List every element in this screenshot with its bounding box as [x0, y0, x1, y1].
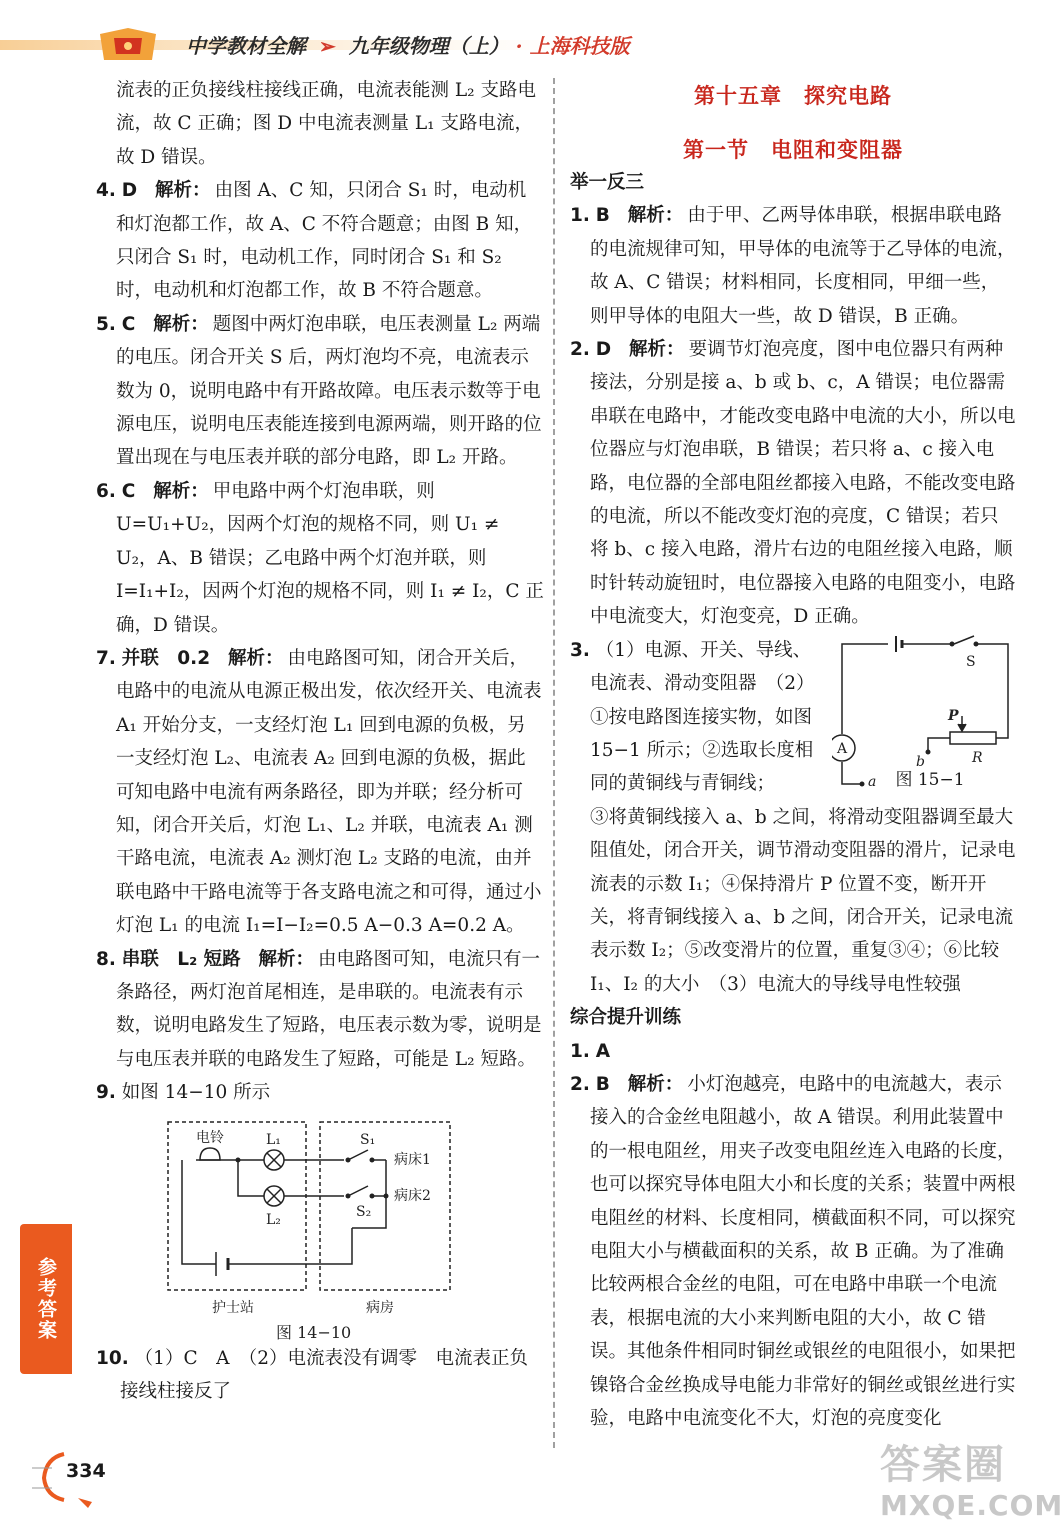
answer-num: 2. [570, 1073, 590, 1095]
answer-num: 9. [96, 1082, 116, 1104]
running-header [186, 30, 630, 59]
right-column [570, 74, 1016, 1435]
answer-10 [96, 1342, 544, 1409]
answer-num: 10. [96, 1347, 129, 1369]
ward-label: 病房 [366, 1299, 394, 1316]
answer-z1 [570, 1035, 1016, 1068]
analysis-label: 解析： [627, 1073, 684, 1095]
bed2-label: 病床2 [394, 1187, 431, 1204]
analysis-label: 解析： [627, 205, 684, 227]
answer-num: 1. [570, 1040, 590, 1062]
answer-key: A [595, 1040, 611, 1062]
continued-answer: 流表的正负接线柱接线正确，电流表能测 L₂ 支路电流，故 C 正确；图 D 中电流表测量 L₁ 支路电流，故 D 错误。 [116, 80, 536, 168]
left-column [96, 74, 544, 1408]
answer-num: 4. [96, 180, 116, 202]
heading-practice: 举一反三 [570, 172, 645, 193]
answer-num: 5. [96, 313, 116, 335]
answer-key: 串联 L₂ 短路 [121, 948, 241, 970]
answer-num: 7. [96, 647, 116, 669]
terminal-a-label: a [868, 773, 877, 790]
analysis-label: 解析： [153, 480, 209, 502]
terminal-b-label: b [916, 753, 925, 770]
bed1-label: 病床1 [394, 1151, 431, 1168]
answer-r3-part-a [570, 634, 822, 801]
answer-num: 2. [570, 339, 590, 361]
lamp-l2-label: L₂ [266, 1211, 281, 1228]
answer-7 [96, 642, 544, 943]
ammeter-label: A [837, 740, 848, 757]
answer-text: （1）C A （2）电流表没有调零 电流表正负接线柱接反了 [120, 1347, 528, 1402]
answer-key: 并联 0.2 [121, 647, 211, 669]
analysis-label: 解析： [153, 313, 209, 335]
answer-key: B [595, 205, 610, 227]
rheostat-r-label: R [972, 749, 983, 766]
watermark [880, 1440, 1063, 1530]
switch-s1-icon [348, 1150, 368, 1160]
answer-r2 [570, 333, 1016, 634]
switch-s-label: S [966, 653, 976, 670]
answer-text: 要调节灯泡亮度，图中电位器只有两种接法，分别是接 a、b 或 b、c，A 错误；电位器需串联在电路中，才能改变电路中电流的大小，所以电位器应与灯泡串联，B 错误；若只将 a、c 接入电路，电位器的全部电阻丝都接入电路，不能改变电路的电流，所以不能改变灯泡的亮度，C 错误；若只将 b、c 接入电路，滑片右边的电阻丝接入电路，顺时针转动旋钮时，电位器接入电路的电阻变小，电路中电流变大，灯泡变亮，D 正确。 [590, 339, 1016, 628]
answer-text: 甲电路中两个灯泡串联，则 U=U₁+U₂，因两个灯泡的规格不同，则 U₁ ≠ U₂，A、B 错误；乙电路中两个灯泡并联，则 I=I₁+I₂，因两个灯泡的规格不同，则 I₁ ≠ I₂，C 正确，D 错误。 [116, 480, 544, 636]
answer-r1 [570, 199, 1016, 333]
answer-key: C [121, 480, 136, 502]
rheostat-icon [950, 732, 996, 744]
figure-caption: 图 14−10 [276, 1322, 352, 1342]
heading-training: 综合提升训练 [570, 1007, 682, 1029]
answer-r3-part-b: ③将黄铜线接入 a、b 之间，将滑动变阻器调至最大阻值处，闭合开关，调节滑动变阻器的滑片，记录电流表的示数 I₁；④保持滑片 P 位置不变，断开开关，将青铜线接入 a、b 之间，闭合开关，记录电流表示数 I₂；⑤改变滑片的位置，重复③④；⑥比较 I₁、I₂ 的大小 （3）电流大的导线导电性较强 [590, 806, 1016, 995]
answer-6 [96, 475, 544, 642]
analysis-label: 解析： [155, 180, 211, 202]
answer-5 [96, 308, 544, 475]
answer-4 [96, 174, 544, 308]
answer-key: D [595, 339, 612, 361]
answer-key: D [121, 180, 138, 202]
page-number: 334 [66, 1460, 106, 1482]
answer-text: 题图中两灯泡串联，电压表测量 L₂ 两端的电压。闭合开关 S 后，两灯泡均不亮，电流表示数为 0，说明电路中有开路故障。电压表示数等于电源电压，说明电压表能连接到电源两端，则开路的位置出现在与电压表并联的部分电路，即 L₂ 开路。 [116, 313, 542, 469]
analysis-label: 解析： [629, 339, 685, 361]
answer-text: 小灯泡越亮，电路中的电流越大，表示接入的合金丝电阻越小，故 A 错误。利用此装置中的一根电阻丝，用夹子改变电阻丝连入电路的长度，也可以探究导体电阻大小和长度的关系；装置中两根电阻丝的材料、长度相同，横截面积不同，可以探究电阻大小与横截面积的关系，故 B 正确。为了准确比较两根合金丝的电阻，可在电路中串联一个电流表，根据电流的大小来判断电阻的大小，故 C 错误。其他条件相同时铜丝或银丝的电阻很小，如果把镍铬合金丝换成导电能力非常好的铜丝或银丝进行实验，电路中电流变化不大，灯泡的亮度变化 [590, 1073, 1016, 1430]
answer-text: 由电路图可知，闭合开关后，电路中的电流从电源正极出发，依次经开关、电流表 A₁ 开始分支，一支经灯泡 L₁ 回到电源的负极，另一支经灯泡 L₂、电流表 A₂ 回到电源的负极，据此可知电路中电流有两条路径，即为并联；经分析可知，闭合开关后，灯泡 L₁、L₂ 并联，电流表 A₁ 测干路电流，电流表 A₂ 测灯泡 L₂ 支路的电流，由并联电路中干路电流等于各支路电流之和可得，通过小灯泡 L₁ 的电流 I₁=I−I₂=0.5 A−0.3 A=0.2 A。 [116, 647, 542, 937]
answer-key: C [121, 313, 136, 335]
arrow-icon: ➢ [318, 34, 336, 58]
book-logo-icon [100, 28, 156, 60]
chapter-title: 第十五章 探究电路 [694, 84, 892, 108]
watermark-bottom: MXQE.COM [880, 1489, 1063, 1522]
edition-label: · 上海科技版 [515, 34, 630, 58]
switch-s1-label: S₁ [360, 1131, 376, 1148]
figure-14-10 [96, 1112, 544, 1342]
answer-num: 1. [570, 205, 590, 227]
switch-s2-label: S₂ [356, 1203, 372, 1220]
nurse-station-box [168, 1122, 306, 1290]
subject-label: 九年级物理（上） [348, 34, 509, 58]
answer-text: 由电路图可知，电流只有一条路径，两灯泡首尾相连，是串联的。电流表有示数，说明电路发生了短路，电压表示数为零，说明是与电压表并联的电路发生了短路，可能是 L₂ 短路。 [116, 948, 542, 1070]
column-divider [553, 78, 555, 1448]
answer-num: 3. [570, 639, 590, 661]
watermark-top: 答案圈 [880, 1442, 1006, 1488]
answer-8 [96, 943, 544, 1077]
answer-r3 [570, 634, 1016, 1001]
answer-text: 由图 A、C 知，只闭合 S₁ 时，电动机和灯泡都工作，故 A、C 不符合题意；由图 B 知，只闭合 S₁ 时，电动机工作，同时闭合 S₁ 和 S₂ 时，电动机和灯泡都工作，故 B 不符合题意。 [116, 180, 533, 302]
answer-text: 由于甲、乙两导体串联，根据串联电路的电流规律可知，甲导体的电流等于乙导体的电流，故 A、C 错误；材料相同，长度相同，甲细一些，则甲导体的电阻大一些，故 D 错误，B 正确。 [590, 205, 1016, 327]
analysis-label: 解析： [258, 948, 315, 970]
answer-z2 [570, 1068, 1016, 1435]
slider-p-label: P [948, 707, 959, 724]
answer-num: 8. [96, 948, 116, 970]
answer-num: 6. [96, 480, 116, 502]
answer-text: （1）电源、开关、导线、电流表、滑动变阻器 （2）①按电路图连接实物，如图 15−1 所示；②选取长度相同的黄铜线与青铜线； [590, 639, 815, 795]
switch-s2-icon [348, 1186, 368, 1196]
reference-answer-tab: 参考答案 [20, 1224, 72, 1374]
figure-caption: 图 15−1 [895, 769, 965, 790]
bell-label: 电铃 [196, 1129, 224, 1146]
answer-key: B [595, 1073, 610, 1095]
page-corner-icon [44, 1454, 64, 1500]
answer-9 [96, 1076, 544, 1109]
nurse-station-label: 护士站 [212, 1299, 254, 1316]
ward-box [320, 1122, 450, 1290]
bell-icon [200, 1148, 220, 1160]
switch-s-icon [954, 636, 974, 644]
lamp-l1-label: L₁ [266, 1131, 281, 1148]
answer-text: 如图 14−10 所示 [121, 1082, 271, 1104]
analysis-label: 解析： [227, 647, 284, 669]
book-title: 中学教材全解 [186, 34, 306, 58]
section-title: 第一节 电阻和变阻器 [683, 138, 903, 162]
